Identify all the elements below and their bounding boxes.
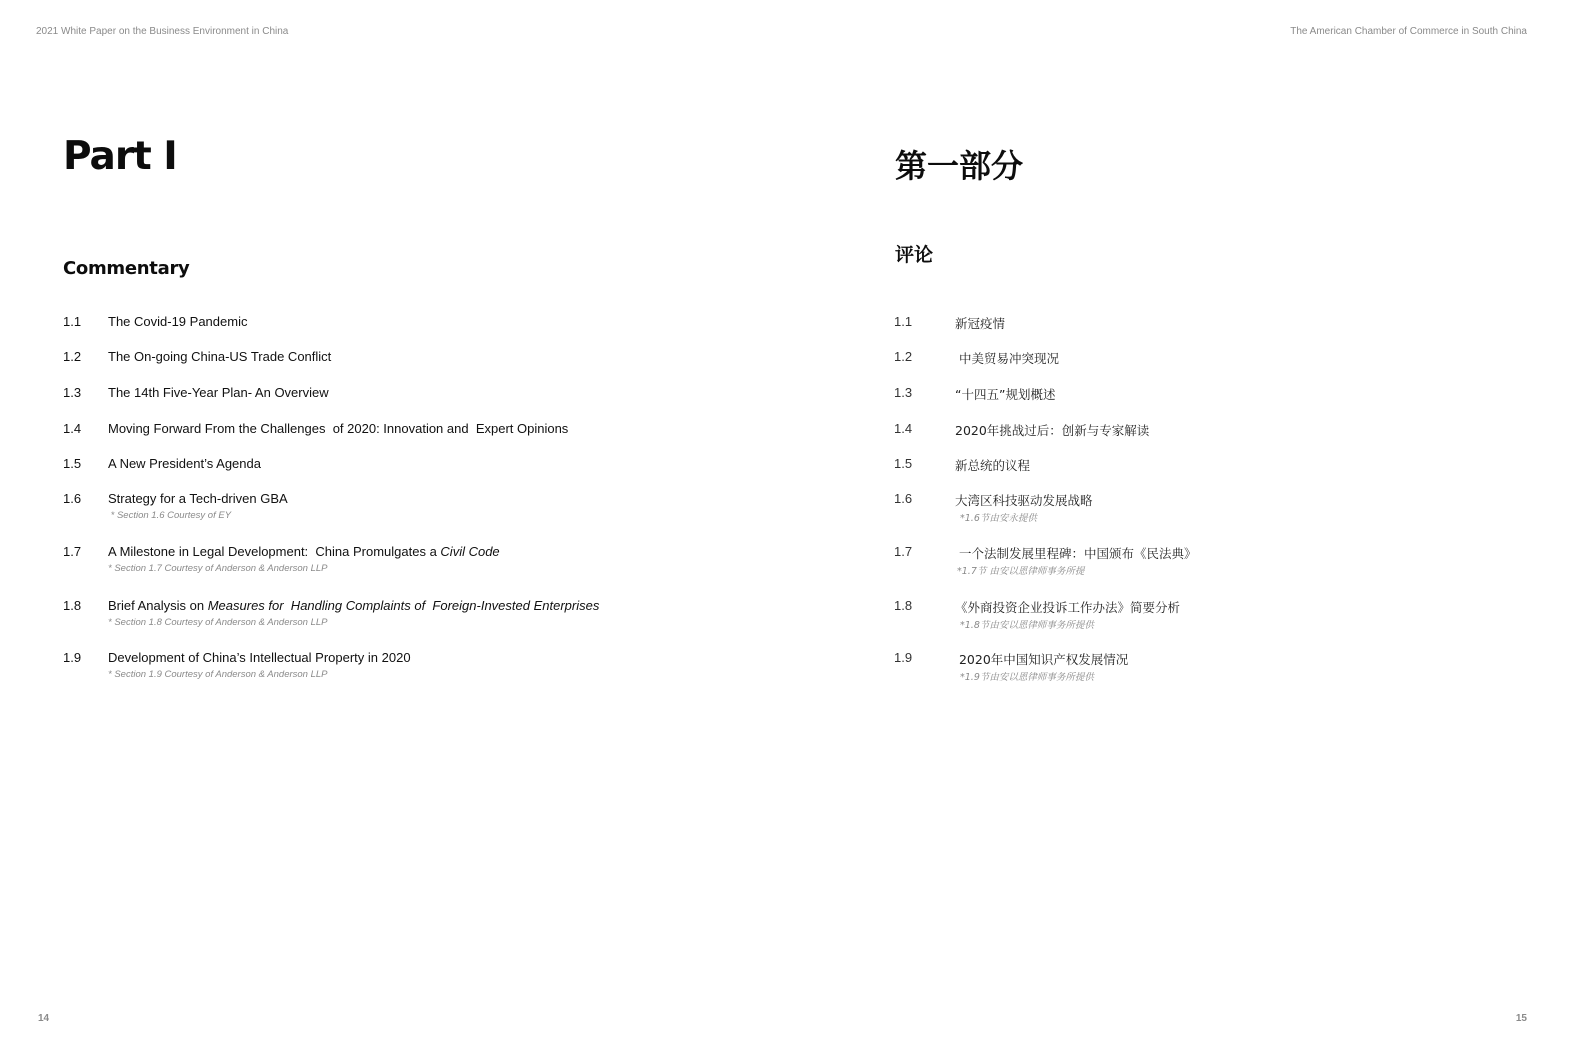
toc-title — [108, 349, 331, 364]
toc-number: 1.3 — [63, 385, 82, 400]
toc-title: 新冠疫情 — [955, 316, 1006, 331]
toc-title: 《外商投资企业投诉工作办法》简要分析 — [955, 600, 1181, 615]
toc-title: “十四五”规划概述 — [955, 387, 1056, 402]
page-number-right: 15 — [1515, 1013, 1527, 1024]
toc-title-text: The 14th Five-Year Plan- An Overview — [108, 385, 329, 400]
toc-title: 2020年中国知识产权发展情况 — [955, 652, 1129, 667]
section-title-english: Commentary — [63, 258, 190, 279]
toc-number: 1.6 — [894, 491, 913, 506]
toc-number: 1.8 — [63, 598, 82, 613]
toc-title-text: Development of China’s Intellectual Property in 2020 — [108, 650, 411, 665]
toc-number: 1.6 — [63, 491, 82, 506]
running-header-right: The American Chamber of Commerce in South China — [1290, 26, 1527, 37]
toc-credit: *1.9节由安以恩律师事务所提供 — [960, 672, 1094, 683]
toc-credit: *1.8节由安以恩律师事务所提供 — [960, 620, 1094, 631]
toc-title-text: The On-going China-US Trade Conflict — [108, 349, 332, 364]
toc-title: 大湾区科技驱动发展战略 — [955, 493, 1093, 508]
toc-credit: * Section 1.7 Courtesy of Anderson & Anderson LLP — [108, 563, 328, 574]
toc-number: 1.2 — [63, 349, 82, 364]
section-title-chinese: 评论 — [895, 244, 934, 266]
toc-title: 中美贸易冲突现况 — [955, 351, 1059, 366]
toc-title-text: Strategy for a Tech-driven GBA — [108, 491, 288, 506]
toc-number: 1.4 — [63, 421, 82, 436]
toc-credit: *1.7节 由安以恩律师事务所提 — [957, 566, 1085, 577]
toc-number: 1.2 — [894, 349, 913, 364]
toc-credit: *1.6节由安永提供 — [960, 513, 1037, 524]
toc-number: 1.4 — [894, 421, 913, 436]
toc-title — [108, 385, 329, 400]
toc-title-text: The Covid-19 Pandemic — [108, 314, 248, 329]
toc-title — [108, 456, 261, 471]
toc-title: 一个法制发展里程碑：中国颁布《民法典》 — [955, 546, 1197, 561]
page-number-left: 14 — [38, 1013, 50, 1024]
toc-number: 1.1 — [63, 314, 82, 329]
toc-title: 新总统的议程 — [955, 458, 1031, 473]
toc-credit: * Section 1.8 Courtesy of Anderson & Anderson LLP — [108, 617, 328, 628]
toc-title — [108, 491, 288, 506]
toc-title — [108, 598, 599, 613]
toc-number: 1.9 — [63, 650, 82, 665]
toc-number: 1.1 — [894, 314, 913, 329]
toc-title-text: A Milestone in Legal Development: China Promulgates a — [108, 544, 441, 559]
running-header-left: 2021 White Paper on the Business Environment in China — [36, 26, 289, 37]
toc-number: 1.3 — [894, 385, 913, 400]
toc-credit: * Section 1.9 Courtesy of Anderson & Anderson LLP — [108, 669, 328, 680]
toc-number: 1.5 — [63, 456, 82, 471]
toc-number: 1.5 — [894, 456, 913, 471]
part-title-chinese: 第一部分 — [895, 147, 1024, 185]
toc-number: 1.7 — [894, 544, 913, 559]
toc-number: 1.9 — [894, 650, 913, 665]
toc-title — [108, 544, 500, 559]
toc-title-italic: Measures for Handling Complaints of Foreign-Invested Enterprises — [207, 598, 600, 613]
toc-title — [108, 314, 247, 329]
toc-credit: * Section 1.6 Courtesy of EY — [108, 510, 232, 521]
toc-title-text: Brief Analysis on — [108, 598, 208, 613]
toc-title — [108, 421, 568, 436]
toc-title-text: A New President’s Agenda — [108, 456, 261, 471]
toc-title-italic: Civil Code — [440, 544, 500, 559]
toc-title — [108, 650, 411, 665]
toc-number: 1.8 — [894, 598, 913, 613]
toc-number: 1.7 — [63, 544, 82, 559]
toc-title: 2020年挑战过后：创新与专家解读 — [955, 423, 1150, 438]
toc-title-text: Moving Forward From the Challenges of 2020: Innovation and Expert Opinions — [108, 421, 569, 436]
part-title-english: Part I — [63, 134, 177, 179]
